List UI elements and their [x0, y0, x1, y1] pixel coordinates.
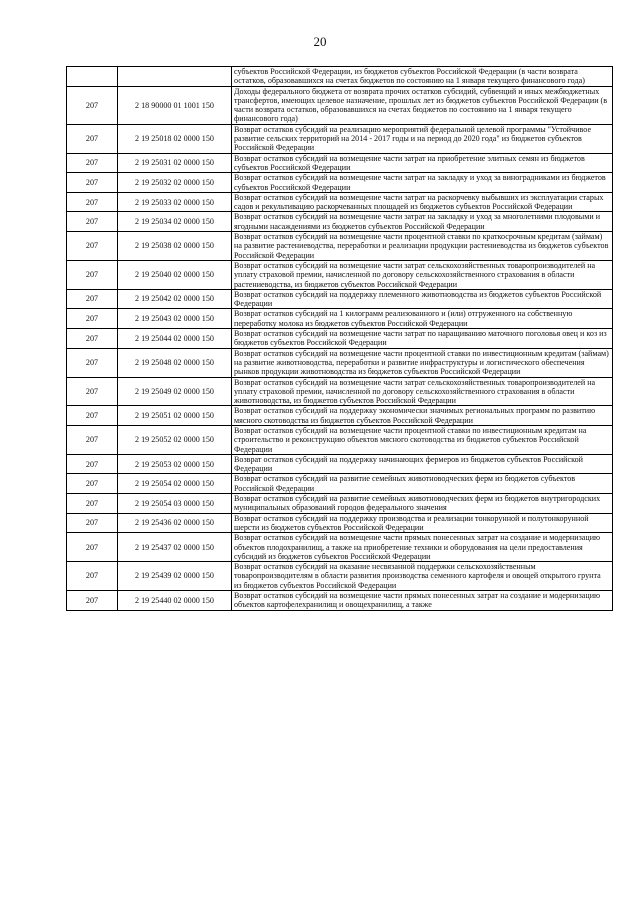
admin-code-cell: 207 [67, 591, 118, 611]
table-row [67, 533, 613, 562]
table-row [67, 494, 613, 514]
table-row [67, 329, 613, 349]
admin-code-cell: 207 [67, 533, 118, 562]
admin-code-cell: 207 [67, 173, 118, 193]
table-row [67, 192, 613, 212]
budget-code-cell: 2 19 25042 02 0000 150 [118, 289, 232, 309]
admin-code-cell: 207 [67, 474, 118, 494]
admin-code-cell: 207 [67, 377, 118, 406]
budget-code-cell [118, 67, 232, 87]
budget-code-cell: 2 19 25038 02 0000 150 [118, 232, 232, 261]
description-cell: Возврат остатков субсидий на 1 килограмм реализованного и (или) отгруженного на собственную переработку молока из бюджетов субъектов Российской Федерации [232, 309, 613, 329]
table-row [67, 86, 613, 124]
description-cell: Возврат остатков субсидий на реализацию мероприятий федеральной целевой программы "Устойчивое развитие сельских территорий на 2014 - 2017 годы и на период до 2020 года" из бюджетов субъектов Российской Федерации [232, 124, 613, 153]
description-cell: Возврат остатков субсидий на возмещение части затрат сельскохозяйственных товаропроизводителей на уплату страховой премии, начисленной по договору сельскохозяйственного страхования в области растениеводства, из бюджетов субъектов Российской Федерации [232, 260, 613, 289]
budget-code-cell: 2 19 25033 02 0000 150 [118, 192, 232, 212]
description-cell: Возврат остатков субсидий на возмещение части затрат на закладку и уход за виноградниками из бюджетов субъектов Российской Федерации [232, 173, 613, 193]
table-row [67, 425, 613, 454]
admin-code-cell: 207 [67, 562, 118, 591]
table-row [67, 562, 613, 591]
description-cell: Возврат остатков субсидий на возмещение части затрат на раскорчевку выбывших из эксплуатации старых садов и рекультивацию раскорчеванных площадей из бюджетов субъектов Российской Федерации [232, 192, 613, 212]
description-cell: Возврат остатков субсидий на возмещение части прямых понесенных затрат на создание и модернизацию объектов картофелехранилищ и овощехранилищ, а также [232, 591, 613, 611]
budget-code-cell: 2 19 25052 02 0000 150 [118, 425, 232, 454]
table-body [67, 67, 613, 611]
budget-code-cell: 2 19 25018 02 0000 150 [118, 124, 232, 153]
table-row [67, 591, 613, 611]
description-cell: Возврат остатков субсидий на возмещение части затрат на закладку и уход за многолетними плодовыми и ягодными насаждениями из бюджетов субъектов Российской Федерации [232, 212, 613, 232]
budget-code-cell: 2 18 90000 01 1001 150 [118, 86, 232, 124]
admin-code-cell: 207 [67, 289, 118, 309]
table-row [67, 289, 613, 309]
admin-code-cell: 207 [67, 406, 118, 426]
admin-code-cell: 207 [67, 232, 118, 261]
admin-code-cell: 207 [67, 124, 118, 153]
table-row [67, 153, 613, 173]
table-row [67, 348, 613, 377]
description-cell: Возврат остатков субсидий на развитие семейных животноводческих ферм из бюджетов внутригородских муниципальных образований городов федерального значения [232, 494, 613, 514]
page-number: 20 [313, 34, 327, 49]
description-cell: Возврат остатков субсидий на возмещение части процентной ставки по инвестиционным кредитам на строительство и реконструкцию объектов мясного скотоводства из бюджетов субъектов Российской Федерации [232, 425, 613, 454]
admin-code-cell: 207 [67, 212, 118, 232]
admin-code-cell: 207 [67, 454, 118, 474]
budget-code-cell: 2 19 25034 02 0000 150 [118, 212, 232, 232]
description-cell: Возврат остатков субсидий на поддержку производства и реализации тонкорунной и полутонкорунной шерсти из бюджетов субъектов Российской Федерации [232, 513, 613, 533]
description-cell: Возврат остатков субсидий на поддержку племенного животноводства из бюджетов субъектов Российской Федерации [232, 289, 613, 309]
budget-code-cell: 2 19 25437 02 0000 150 [118, 533, 232, 562]
budget-code-cell: 2 19 25436 02 0000 150 [118, 513, 232, 533]
table-row [67, 173, 613, 193]
table-row [67, 309, 613, 329]
budget-code-cell: 2 19 25440 02 0000 150 [118, 591, 232, 611]
description-cell: Возврат остатков субсидий на возмещение части прямых понесенных затрат на создание и модернизацию объектов плодохранилищ, а также на приобретение техники и оборудования на цели предоставления субсидий из бюджетов субъектов Российской Федерации [232, 533, 613, 562]
budget-code-cell: 2 19 25054 03 0000 150 [118, 494, 232, 514]
admin-code-cell: 207 [67, 86, 118, 124]
admin-code-cell: 207 [67, 329, 118, 349]
admin-code-cell: 207 [67, 425, 118, 454]
budget-code-cell: 2 19 25040 02 0000 150 [118, 260, 232, 289]
description-cell: Доходы федерального бюджета от возврата прочих остатков субсидий, субвенций и иных межбюджетных трансфертов, имеющих целевое назначение, прошлых лет из бюджетов субъектов Российской Федерации (в части возврата остатков, образовавшихся на счетах бюджетов по состоянию на 1 января текущего финансового года) [232, 86, 613, 124]
table-row [67, 232, 613, 261]
admin-code-cell: 207 [67, 309, 118, 329]
table-row [67, 124, 613, 153]
description-cell: субъектов Российской Федерации, из бюджетов субъектов Российской Федерации (в части возврата остатков, образовавшихся на счетах бюджетов по состоянию на 1 января текущего финансового года) [232, 67, 613, 87]
admin-code-cell: 207 [67, 513, 118, 533]
description-cell: Возврат остатков субсидий на возмещение части затрат на приобретение элитных семян из бюджетов субъектов Российской Федерации [232, 153, 613, 173]
table-row [67, 454, 613, 474]
description-cell: Возврат остатков субсидий на развитие семейных животноводческих ферм из бюджетов субъектов Российской Федерации [232, 474, 613, 494]
admin-code-cell: 207 [67, 153, 118, 173]
budget-code-cell: 2 19 25048 02 0000 150 [118, 348, 232, 377]
budget-code-cell: 2 19 25049 02 0000 150 [118, 377, 232, 406]
description-cell: Возврат остатков субсидий на возмещение части затрат сельскохозяйственных товаропроизводителей на уплату страховой премии, начисленной по договору сельскохозяйственного страхования в области животноводства, из бюджетов субъектов Российской Федерации [232, 377, 613, 406]
budget-code-cell: 2 19 25032 02 0000 150 [118, 173, 232, 193]
budget-code-cell: 2 19 25439 02 0000 150 [118, 562, 232, 591]
table-row [67, 513, 613, 533]
description-cell: Возврат остатков субсидий на оказание несвязанной поддержки сельскохозяйственным товаропроизводителям в области развития производства семенного картофеля и овощей открытого грунта из бюджетов субъектов Российской Федерации [232, 562, 613, 591]
description-cell: Возврат остатков субсидий на возмещение части процентной ставки по краткосрочным кредитам (займам) на развитие растениеводства, переработки и реализации продукции растениеводства из бюджетов субъектов Российской Федерации [232, 232, 613, 261]
admin-code-cell: 207 [67, 494, 118, 514]
table-row [67, 260, 613, 289]
budget-code-cell: 2 19 25031 02 0000 150 [118, 153, 232, 173]
description-cell: Возврат остатков субсидий на возмещение части затрат по наращиванию маточного поголовья овец и коз из бюджетов субъектов Российской Федерации [232, 329, 613, 349]
admin-code-cell: 207 [67, 260, 118, 289]
table-row [67, 377, 613, 406]
table-row [67, 474, 613, 494]
budget-code-cell: 2 19 25044 02 0000 150 [118, 329, 232, 349]
admin-code-cell: 207 [67, 348, 118, 377]
table-row [67, 212, 613, 232]
budget-code-cell: 2 19 25051 02 0000 150 [118, 406, 232, 426]
table-row [67, 406, 613, 426]
description-cell: Возврат остатков субсидий на поддержку экономически значимых региональных программ по развитию мясного скотоводства из бюджетов субъектов Российской Федерации [232, 406, 613, 426]
budget-code-cell: 2 19 25054 02 0000 150 [118, 474, 232, 494]
description-cell: Возврат остатков субсидий на возмещение части процентной ставки по инвестиционным кредитам (займам) на развитие животноводства, переработки и развитие инфраструктуры и логистического обеспечения рынков продукции животноводства из бюджетов субъектов Российской Федерации [232, 348, 613, 377]
revenue-codes-table [66, 66, 613, 611]
table-row [67, 67, 613, 87]
budget-code-cell: 2 19 25043 02 0000 150 [118, 309, 232, 329]
budget-code-cell: 2 19 25053 02 0000 150 [118, 454, 232, 474]
admin-code-cell: 207 [67, 192, 118, 212]
admin-code-cell [67, 67, 118, 87]
description-cell: Возврат остатков субсидий на поддержку начинающих фермеров из бюджетов субъектов Российской Федерации [232, 454, 613, 474]
